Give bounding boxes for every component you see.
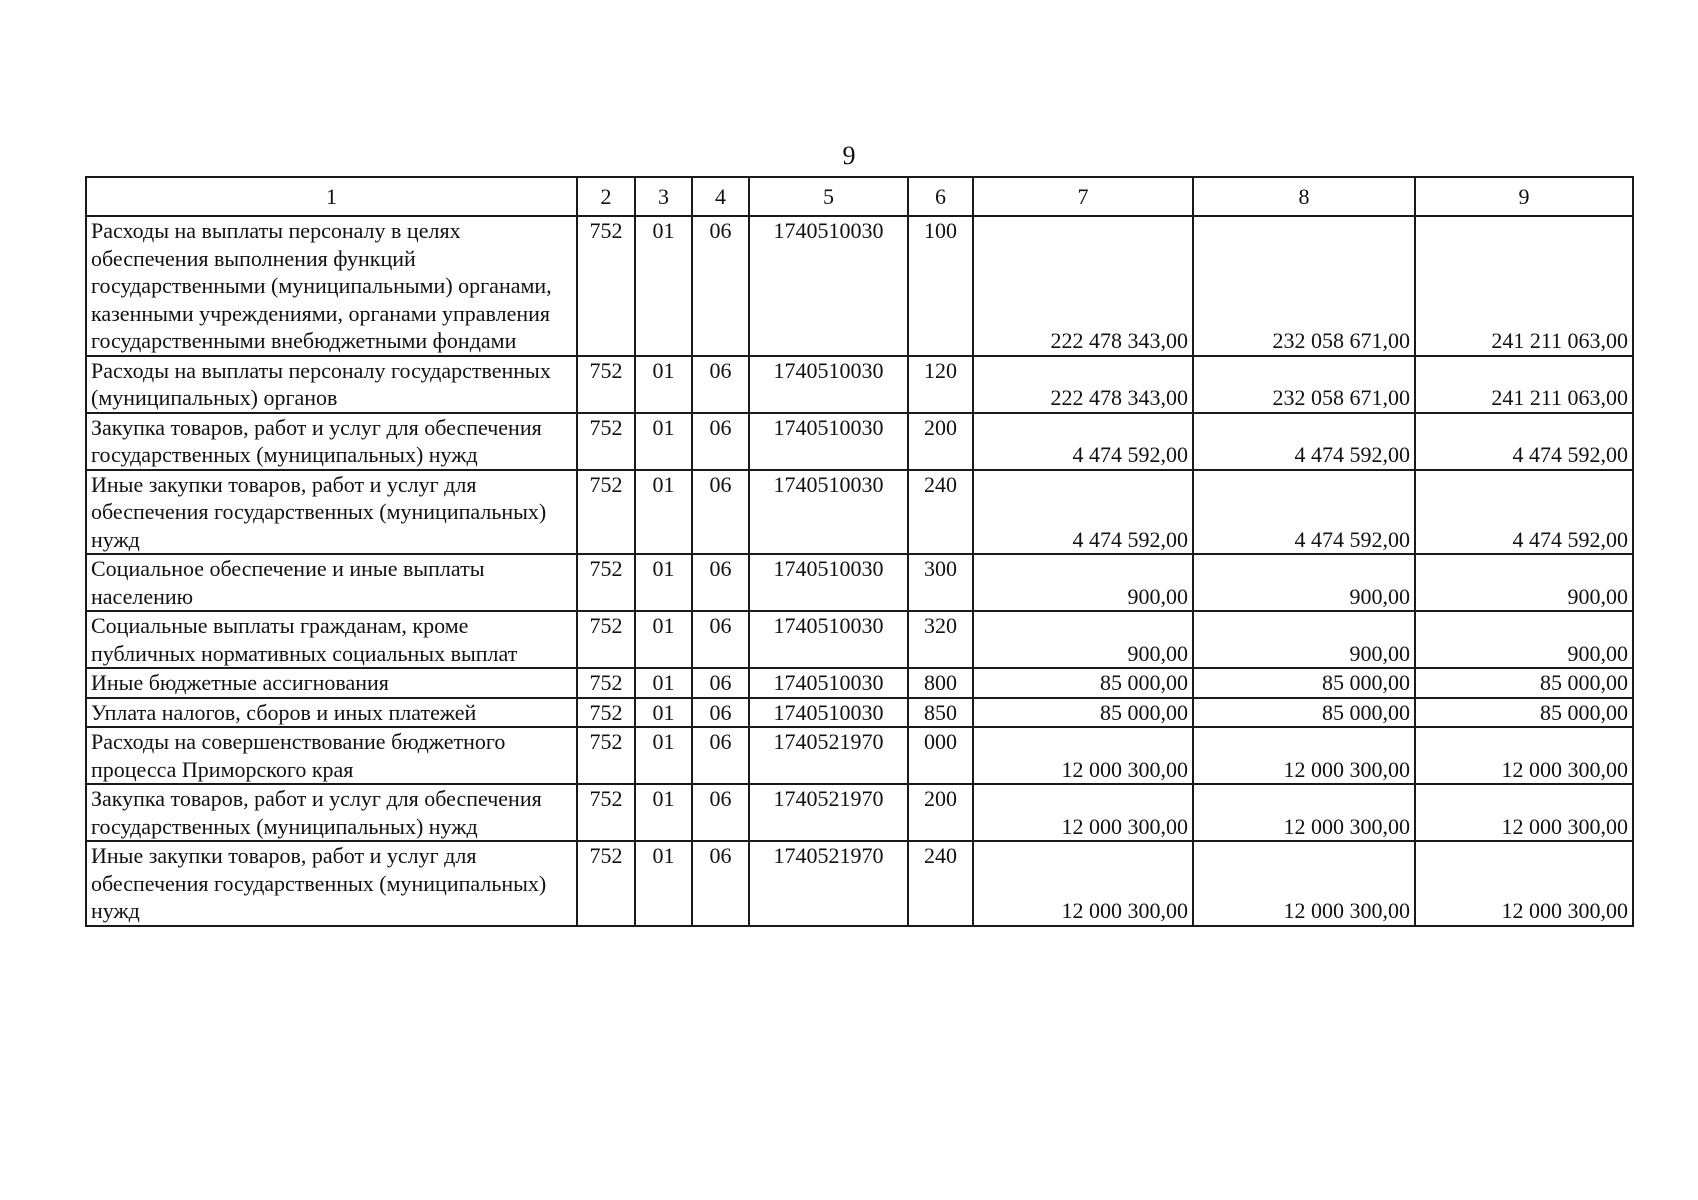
- section-code: 01: [635, 841, 692, 926]
- target-article-code: 1740521970: [749, 784, 908, 841]
- subsection-code: 06: [692, 698, 749, 728]
- expense-type-code: 120: [908, 356, 973, 413]
- table-row: [86, 216, 1633, 356]
- section-code: 01: [635, 470, 692, 555]
- subsection-code: 06: [692, 413, 749, 470]
- ministry-code: 752: [577, 554, 635, 611]
- ministry-code: 752: [577, 784, 635, 841]
- amount-col9: 4 474 592,00: [1415, 413, 1633, 470]
- section-code: 01: [635, 784, 692, 841]
- target-article-code: 1740510030: [749, 611, 908, 668]
- amount-col8: 12 000 300,00: [1193, 841, 1415, 926]
- ministry-code: 752: [577, 698, 635, 728]
- column-header: 1: [86, 177, 577, 216]
- section-code: 01: [635, 216, 692, 356]
- amount-col7: 85 000,00: [973, 668, 1193, 698]
- amount-col8: 85 000,00: [1193, 698, 1415, 728]
- column-header: 6: [908, 177, 973, 216]
- table-row: [86, 413, 1633, 470]
- page-number: 9: [842, 141, 856, 170]
- table-row: [86, 611, 1633, 668]
- row-name: Расходы на выплаты персоналу в целях обеспечения выполнения функций государственными (муниципальными) органами, казенными учреждениями, органами управления государственными внебюджетными фондами: [86, 216, 577, 356]
- row-name: Закупка товаров, работ и услуг для обеспечения государственных (муниципальных) нужд: [86, 784, 577, 841]
- table-row: [86, 554, 1633, 611]
- column-header: 4: [692, 177, 749, 216]
- ministry-code: 752: [577, 668, 635, 698]
- expense-type-code: 200: [908, 784, 973, 841]
- target-article-code: 1740521970: [749, 841, 908, 926]
- subsection-code: 06: [692, 611, 749, 668]
- amount-col7: 12 000 300,00: [973, 784, 1193, 841]
- row-name: Иные закупки товаров, работ и услуг для обеспечения государственных (муниципальных) нужд: [86, 841, 577, 926]
- target-article-code: 1740510030: [749, 216, 908, 356]
- amount-col8: 85 000,00: [1193, 668, 1415, 698]
- expense-type-code: 240: [908, 470, 973, 555]
- amount-col7: 900,00: [973, 611, 1193, 668]
- table-row: [86, 727, 1633, 784]
- column-header: 8: [1193, 177, 1415, 216]
- expense-type-code: 300: [908, 554, 973, 611]
- expense-type-code: 200: [908, 413, 973, 470]
- column-header: 9: [1415, 177, 1633, 216]
- ministry-code: 752: [577, 470, 635, 555]
- amount-col7: 4 474 592,00: [973, 470, 1193, 555]
- amount-col7: 12 000 300,00: [973, 727, 1193, 784]
- amount-col9: 241 211 063,00: [1415, 216, 1633, 356]
- subsection-code: 06: [692, 668, 749, 698]
- amount-col8: 12 000 300,00: [1193, 727, 1415, 784]
- expense-type-code: 100: [908, 216, 973, 356]
- expense-type-code: 240: [908, 841, 973, 926]
- amount-col8: 900,00: [1193, 554, 1415, 611]
- row-name: Социальные выплаты гражданам, кроме публичных нормативных социальных выплат: [86, 611, 577, 668]
- amount-col9: 85 000,00: [1415, 698, 1633, 728]
- row-name: Иные закупки товаров, работ и услуг для обеспечения государственных (муниципальных) нужд: [86, 470, 577, 555]
- expense-type-code: 320: [908, 611, 973, 668]
- row-name: Закупка товаров, работ и услуг для обеспечения государственных (муниципальных) нужд: [86, 413, 577, 470]
- ministry-code: 752: [577, 841, 635, 926]
- ministry-code: 752: [577, 611, 635, 668]
- amount-col7: 900,00: [973, 554, 1193, 611]
- ministry-code: 752: [577, 356, 635, 413]
- section-code: 01: [635, 413, 692, 470]
- column-header: 7: [973, 177, 1193, 216]
- section-code: 01: [635, 698, 692, 728]
- table-row: [86, 841, 1633, 926]
- amount-col9: 12 000 300,00: [1415, 841, 1633, 926]
- section-code: 01: [635, 611, 692, 668]
- amount-col8: 232 058 671,00: [1193, 216, 1415, 356]
- row-name: Иные бюджетные ассигнования: [86, 668, 577, 698]
- amount-col7: 222 478 343,00: [973, 216, 1193, 356]
- row-name: Уплата налогов, сборов и иных платежей: [86, 698, 577, 728]
- table-row: [86, 470, 1633, 555]
- amount-col8: 4 474 592,00: [1193, 413, 1415, 470]
- amount-col8: 12 000 300,00: [1193, 784, 1415, 841]
- ministry-code: 752: [577, 413, 635, 470]
- subsection-code: 06: [692, 554, 749, 611]
- table-row: [86, 698, 1633, 728]
- section-code: 01: [635, 356, 692, 413]
- amount-col7: 222 478 343,00: [973, 356, 1193, 413]
- table-row: [86, 356, 1633, 413]
- column-header: 3: [635, 177, 692, 216]
- amount-col9: 85 000,00: [1415, 668, 1633, 698]
- subsection-code: 06: [692, 727, 749, 784]
- ministry-code: 752: [577, 216, 635, 356]
- target-article-code: 1740521970: [749, 727, 908, 784]
- target-article-code: 1740510030: [749, 356, 908, 413]
- target-article-code: 1740510030: [749, 668, 908, 698]
- section-code: 01: [635, 668, 692, 698]
- amount-col9: 12 000 300,00: [1415, 784, 1633, 841]
- row-name: Расходы на совершенствование бюджетного процесса Приморского края: [86, 727, 577, 784]
- column-header: 2: [577, 177, 635, 216]
- budget-table: [85, 176, 1634, 927]
- section-code: 01: [635, 727, 692, 784]
- column-header: 5: [749, 177, 908, 216]
- header-row: [86, 177, 1633, 216]
- amount-col9: 4 474 592,00: [1415, 470, 1633, 555]
- row-name: Расходы на выплаты персоналу государственных (муниципальных) органов: [86, 356, 577, 413]
- expense-type-code: 800: [908, 668, 973, 698]
- target-article-code: 1740510030: [749, 413, 908, 470]
- target-article-code: 1740510030: [749, 554, 908, 611]
- table-row: [86, 668, 1633, 698]
- target-article-code: 1740510030: [749, 698, 908, 728]
- row-name: Социальное обеспечение и иные выплаты населению: [86, 554, 577, 611]
- expense-type-code: 850: [908, 698, 973, 728]
- table-row: [86, 784, 1633, 841]
- expense-type-code: 000: [908, 727, 973, 784]
- amount-col9: 900,00: [1415, 611, 1633, 668]
- subsection-code: 06: [692, 784, 749, 841]
- amount-col9: 12 000 300,00: [1415, 727, 1633, 784]
- subsection-code: 06: [692, 470, 749, 555]
- amount-col7: 12 000 300,00: [973, 841, 1193, 926]
- subsection-code: 06: [692, 841, 749, 926]
- amount-col8: 4 474 592,00: [1193, 470, 1415, 555]
- target-article-code: 1740510030: [749, 470, 908, 555]
- amount-col7: 4 474 592,00: [973, 413, 1193, 470]
- amount-col7: 85 000,00: [973, 698, 1193, 728]
- amount-col8: 900,00: [1193, 611, 1415, 668]
- amount-col9: 900,00: [1415, 554, 1633, 611]
- ministry-code: 752: [577, 727, 635, 784]
- section-code: 01: [635, 554, 692, 611]
- subsection-code: 06: [692, 216, 749, 356]
- subsection-code: 06: [692, 356, 749, 413]
- amount-col8: 232 058 671,00: [1193, 356, 1415, 413]
- amount-col9: 241 211 063,00: [1415, 356, 1633, 413]
